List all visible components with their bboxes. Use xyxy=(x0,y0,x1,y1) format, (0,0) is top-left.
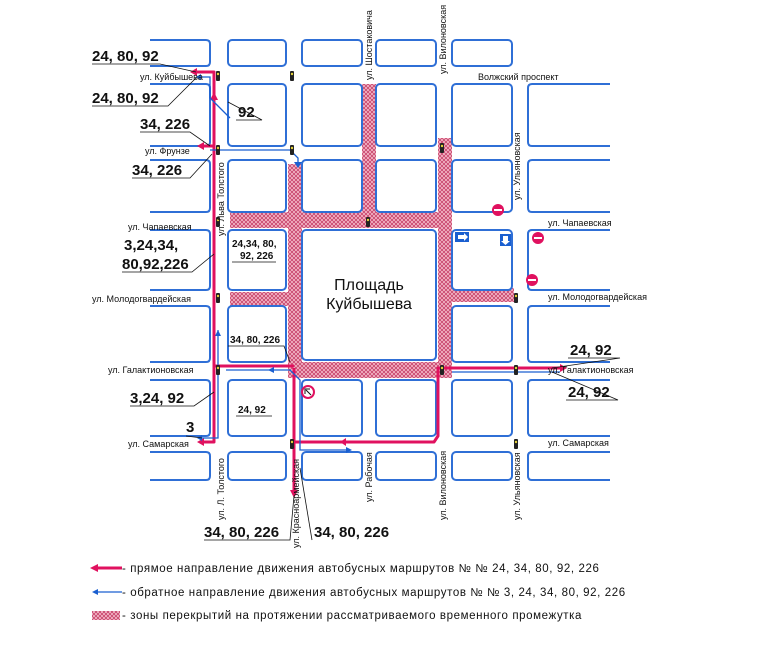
city-block xyxy=(376,160,436,212)
traffic-light-lamp xyxy=(217,295,219,297)
route-label: 3,24, 92 xyxy=(130,390,185,407)
traffic-light-icon xyxy=(290,439,294,449)
traffic-light-icon xyxy=(216,145,220,155)
legend-item-overlap xyxy=(92,610,582,622)
route-label: 92 xyxy=(238,104,255,121)
street-kuibysheva: ул. Куйбышева xyxy=(140,72,203,82)
traffic-light-icon xyxy=(290,145,294,155)
legend-text-forward: - прямое направление движения автобусных маршрутов № № 24, 34, 80, 92, 226 xyxy=(122,563,600,575)
route-label: 24,34, 80, xyxy=(232,239,277,250)
route-label: 24, 92 xyxy=(570,342,612,359)
city-block xyxy=(452,84,512,146)
route-label: 34, 80, 226 xyxy=(230,335,281,346)
traffic-light-icon xyxy=(514,293,518,303)
city-block-edge xyxy=(528,452,610,480)
traffic-light-lamp xyxy=(217,367,219,369)
route-label: 34, 80, 226 xyxy=(314,524,390,541)
city-block xyxy=(452,452,512,480)
city-block xyxy=(376,380,436,436)
city-block xyxy=(228,452,286,480)
traffic-light-icon xyxy=(440,143,444,153)
no-entry-sign xyxy=(526,274,538,286)
city-block xyxy=(228,160,286,212)
traffic-light-icon xyxy=(514,439,518,449)
traffic-light-lamp xyxy=(441,367,443,369)
city-block xyxy=(452,306,512,362)
traffic-light-lamp xyxy=(291,73,293,75)
street-ulyanovskaya-bottom: ул. Ульяновская xyxy=(512,452,522,520)
street-krasnoarm: ул. Красноармейская xyxy=(291,458,301,548)
city-block xyxy=(452,380,512,436)
legend-item-reverse xyxy=(92,587,626,599)
city-block xyxy=(228,40,286,66)
city-block xyxy=(452,160,512,212)
route-label: 34, 226 xyxy=(132,162,183,179)
traffic-light-icon xyxy=(290,71,294,81)
city-block-edge xyxy=(150,84,210,146)
city-block-edge xyxy=(150,452,210,480)
legend-item-forward xyxy=(90,563,599,575)
street-rabochaya: ул. Рабочая xyxy=(364,452,374,502)
street-galaktion-left: ул. Галактионовская xyxy=(108,365,194,375)
city-block xyxy=(228,84,286,146)
street-tolstogo-bottom: ул. Л. Толстого xyxy=(216,458,226,520)
traffic-light-lamp xyxy=(515,367,517,369)
city-block-edge xyxy=(528,84,610,146)
route-label: 24, 80, 92 xyxy=(92,90,159,107)
city-block-edge xyxy=(528,160,610,212)
traffic-light-lamp xyxy=(515,295,517,297)
street-galaktion-right: ул. Галактионовская xyxy=(548,365,634,375)
traffic-light-icon xyxy=(216,71,220,81)
city-block xyxy=(376,40,436,66)
street-vilonovskaya-bottom: ул. Вилоновская xyxy=(438,450,448,520)
square-block xyxy=(302,230,436,360)
traffic-light-lamp xyxy=(367,219,369,221)
city-block xyxy=(228,306,286,362)
legend xyxy=(90,563,626,622)
traffic-light-lamp xyxy=(291,441,293,443)
street-shostakovicha: ул. Шостаковича xyxy=(364,10,374,80)
route-label: 34, 226 xyxy=(140,116,191,133)
city-block xyxy=(302,452,362,480)
route-label: 92, 226 xyxy=(240,251,274,262)
square-title-2: Куйбышева xyxy=(326,296,412,313)
city-block-edge xyxy=(150,40,210,66)
no-left-turn-sign xyxy=(302,386,314,398)
street-chapaevskaya-right: ул. Чапаевская xyxy=(548,218,612,228)
route-label: 80,92,226 xyxy=(122,256,189,273)
traffic-light-lamp xyxy=(441,145,443,147)
route-label: 3,24,34, xyxy=(124,237,179,254)
traffic-light-icon xyxy=(366,217,370,227)
city-block xyxy=(302,160,362,212)
route-label: 3 xyxy=(186,419,195,436)
street-samarskaya-right: ул. Самарская xyxy=(548,438,609,448)
route-label: 24, 92 xyxy=(568,384,610,401)
street-samarskaya-left: ул. Самарская xyxy=(128,439,189,449)
city-block-edge xyxy=(150,306,210,362)
route-label: 24, 80, 92 xyxy=(92,48,159,65)
traffic-light-icon xyxy=(440,365,444,375)
city-block xyxy=(302,40,362,66)
no-entry-sign xyxy=(532,232,544,244)
traffic-light-lamp xyxy=(217,73,219,75)
traffic-light-icon xyxy=(216,293,220,303)
street-tolstogo-mid: ул. Льва Толстого xyxy=(216,162,226,236)
street-vilonovskaya-top: ул. Вилоновская xyxy=(438,4,448,74)
legend-text-reverse: - обратное направление движения автобусных маршрутов № № 3, 24, 34, 80, 92, 226 xyxy=(122,587,626,599)
street-volzhsky: Волжский проспект xyxy=(478,72,559,82)
street-molodogvard-left: ул. Молодогвардейская xyxy=(92,294,191,304)
square-title-1: Площадь xyxy=(334,277,404,294)
street-frunze: ул. Фрунзе xyxy=(145,146,190,156)
traffic-light-lamp xyxy=(515,441,517,443)
city-block xyxy=(376,452,436,480)
city-block-edge xyxy=(150,380,210,436)
direction-sign-right xyxy=(455,232,469,242)
traffic-light-lamp xyxy=(291,147,293,149)
route-label: 34, 80, 226 xyxy=(204,524,280,541)
legend-text-overlap: - зоны перекрытий на протяжении рассматриваемого временного промежутка xyxy=(122,610,583,622)
no-entry-sign xyxy=(492,204,504,216)
direction-sign-down xyxy=(500,234,511,246)
city-block xyxy=(376,84,436,146)
city-block xyxy=(452,40,512,66)
street-ulyanovskaya-top: ул. Ульяновская xyxy=(512,132,522,200)
traffic-light-lamp xyxy=(217,147,219,149)
traffic-light-icon xyxy=(216,365,220,375)
street-molodogvard-right: ул. Молодогвардейская xyxy=(548,292,647,302)
street-chapaevskaya-left: ул. Чапаевская xyxy=(128,222,192,232)
city-block xyxy=(302,84,362,146)
route-label: 24, 92 xyxy=(238,405,266,416)
traffic-light-icon xyxy=(514,365,518,375)
